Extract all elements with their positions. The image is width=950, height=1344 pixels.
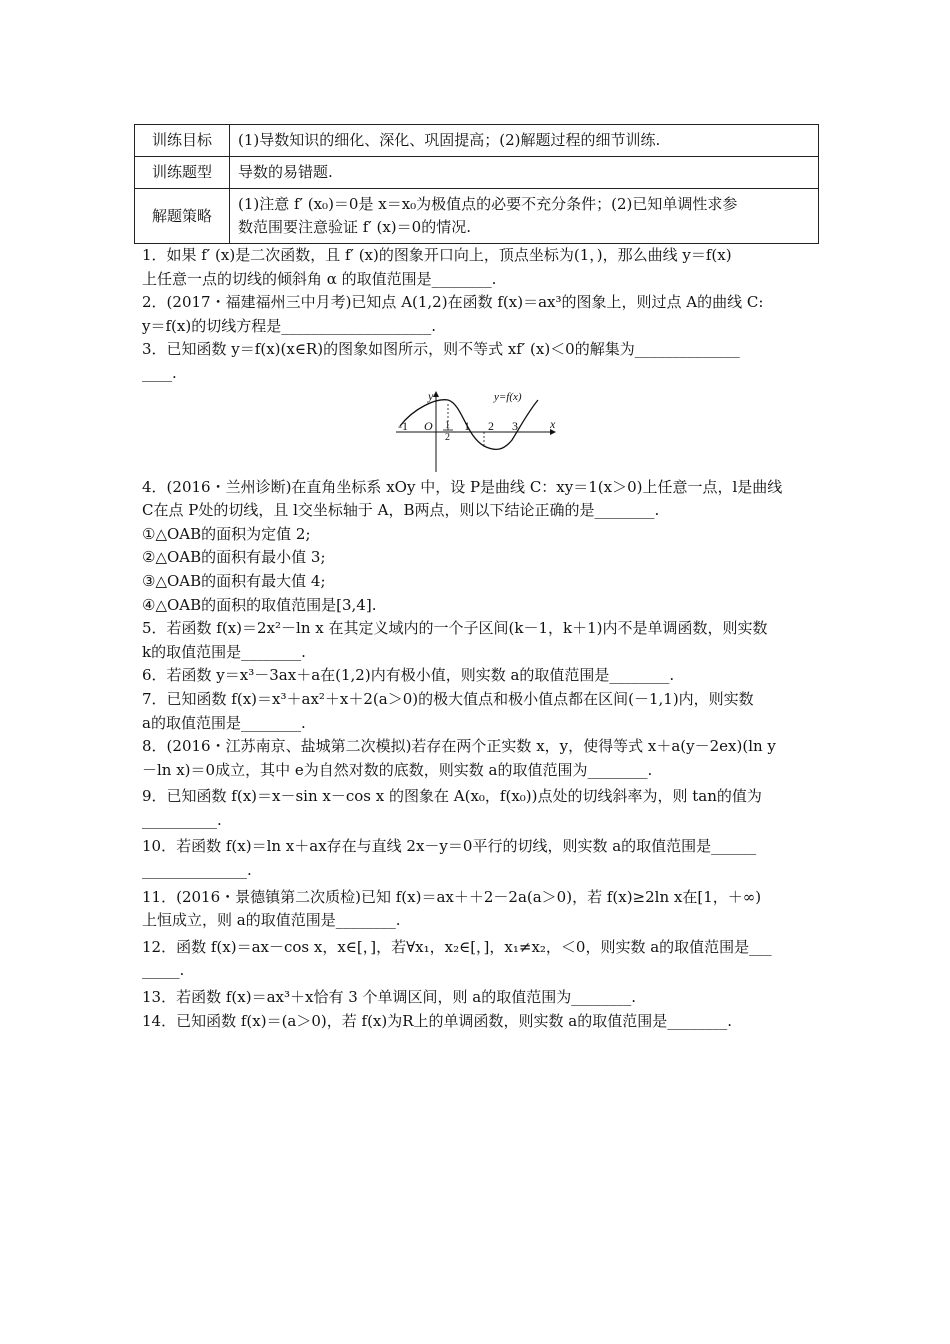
- table-value-cell: 导数的易错题.: [230, 157, 819, 189]
- question-line: 7．已知函数 f(x)＝x³＋ax²＋x＋2(a＞0)的极大值点和极小值点都在区间(－1,1)内，则实数: [142, 689, 754, 708]
- question-line: 13．若函数 f(x)＝ax³＋x恰有 3 个单调区间，则 a的取值范围为________.: [142, 988, 637, 1007]
- question-line: ______________.: [142, 861, 252, 880]
- question-line: －ln x)＝0成立，其中 e为自然对数的底数，则实数 a的取值范围为________.: [142, 760, 653, 779]
- tick-label: 3: [512, 418, 518, 433]
- question-line: ____.: [142, 363, 177, 382]
- question-line: ①△OAB的面积为定值 2;: [142, 524, 311, 543]
- question-line: C在点 P处的切线，且 l交坐标轴于 A，B两点，则以下结论正确的是________.: [142, 501, 660, 520]
- question-line: 8．(2016・江苏南京、盐城第二次模拟)若存在两个正实数 x，y，使得等式 x＋a(y－2ex)(ln y: [142, 737, 776, 756]
- table-value-cell: (1)导数知识的细化、深化、巩固提高；(2)解题过程的细节训练.: [230, 125, 819, 157]
- table-value-line: 数范围要注意验证 f′ (x)＝0的情况.: [238, 218, 471, 236]
- tick-label: -1: [398, 418, 408, 433]
- training-info-table: [134, 124, 819, 244]
- tick-label: 2: [488, 418, 494, 433]
- question-line: ④△OAB的面积的取值范围是[3,4].: [142, 595, 377, 614]
- question-line: a的取值范围是________.: [142, 713, 306, 732]
- question-line: 3．已知函数 y＝f(x)(x∈R)的图象如图所示，则不等式 xf′ (x)＜0的解集为______________: [142, 340, 740, 359]
- question-line: ③△OAB的面积有最大值 4;: [142, 571, 326, 590]
- function-graph-figure: [142, 386, 814, 476]
- table-key-cell: 训练目标: [135, 125, 230, 157]
- table-value-line: (1)注意 f′ (x₀)＝0是 x＝x₀为极值点的必要不充分条件；(2)已知单调性求参: [238, 195, 738, 213]
- half-numerator: 1: [445, 419, 450, 431]
- question-line: 10．若函数 f(x)＝ln x＋ax存在与直线 2x－y＝0平行的切线，则实数 a的取值范围是______: [142, 837, 757, 856]
- question-line: 2．(2017・福建福州三中月考)已知点 A(1,2)在函数 f(x)＝ax³的图象上，则过点 A的曲线 C:: [142, 293, 764, 312]
- question-line: 12．函数 f(x)＝ax－cos x，x∈[，]，若∀x₁，x₂∈[，]，x₁≠x₂，＜0，则实数 a的取值范围是___: [142, 937, 772, 956]
- question-line: k的取值范围是________.: [142, 642, 306, 661]
- question-line: 1．如果 f′ (x)是二次函数，且 f′ (x)的图象开口向上，顶点坐标为(1，)，那么曲线 y＝f(x): [142, 246, 732, 264]
- question-line: __________.: [142, 810, 222, 829]
- half-denominator: 2: [445, 431, 450, 443]
- function-graph: [392, 388, 562, 474]
- question-line: 上恒成立，则 a的取值范围是________.: [142, 911, 401, 930]
- question-line: 11．(2016・景德镇第二次质检)已知 f(x)＝ax＋＋2－2a(a＞0)，若 f(x)≥2ln x在[1，＋∞): [142, 887, 762, 906]
- question-line: _____.: [142, 961, 185, 980]
- table-row: [135, 125, 819, 157]
- curve-label: y=f(x): [494, 390, 522, 403]
- table-value-cell: [230, 189, 819, 244]
- question-line: 9．已知函数 f(x)＝x－sin x－cos x 的图象在 A(x₀，f(x₀))点处的切线斜率为，则 tan的值为: [142, 787, 762, 806]
- x-axis-label: x: [550, 416, 556, 431]
- table-key-cell: 解题策略: [135, 189, 230, 244]
- question-line: 14．已知函数 f(x)＝(a＞0)，若 f(x)为R上的单调函数，则实数 a的取值范围是________.: [142, 1011, 733, 1030]
- table-row: [135, 189, 819, 244]
- y-axis-arrow: [433, 391, 439, 397]
- question-line: y＝f(x)的切线方程是____________________.: [142, 316, 436, 335]
- table-row: [135, 157, 819, 189]
- question-line: 5．若函数 f(x)＝2x²－ln x 在其定义域内的一个子区间(k－1，k＋1)内不是单调函数，则实数: [142, 619, 768, 638]
- origin-label: O: [424, 418, 433, 433]
- y-axis-label: y: [428, 388, 434, 403]
- question-line: ②△OAB的面积有最小值 3;: [142, 548, 326, 567]
- tick-label: 1: [464, 418, 470, 433]
- table-key-cell: 训练题型: [135, 157, 230, 189]
- question-line: 6．若函数 y＝x³－3ax＋a在(1,2)内有极小值，则实数 a的取值范围是________.: [142, 666, 675, 685]
- question-line: 4．(2016・兰州诊断)在直角坐标系 xOy 中，设 P是曲线 C：xy＝1(x＞0)上任意一点，l是曲线: [142, 477, 783, 496]
- question-list: [142, 244, 814, 1033]
- question-line: 上任意一点的切线的倾斜角 α 的取值范围是________.: [142, 269, 497, 288]
